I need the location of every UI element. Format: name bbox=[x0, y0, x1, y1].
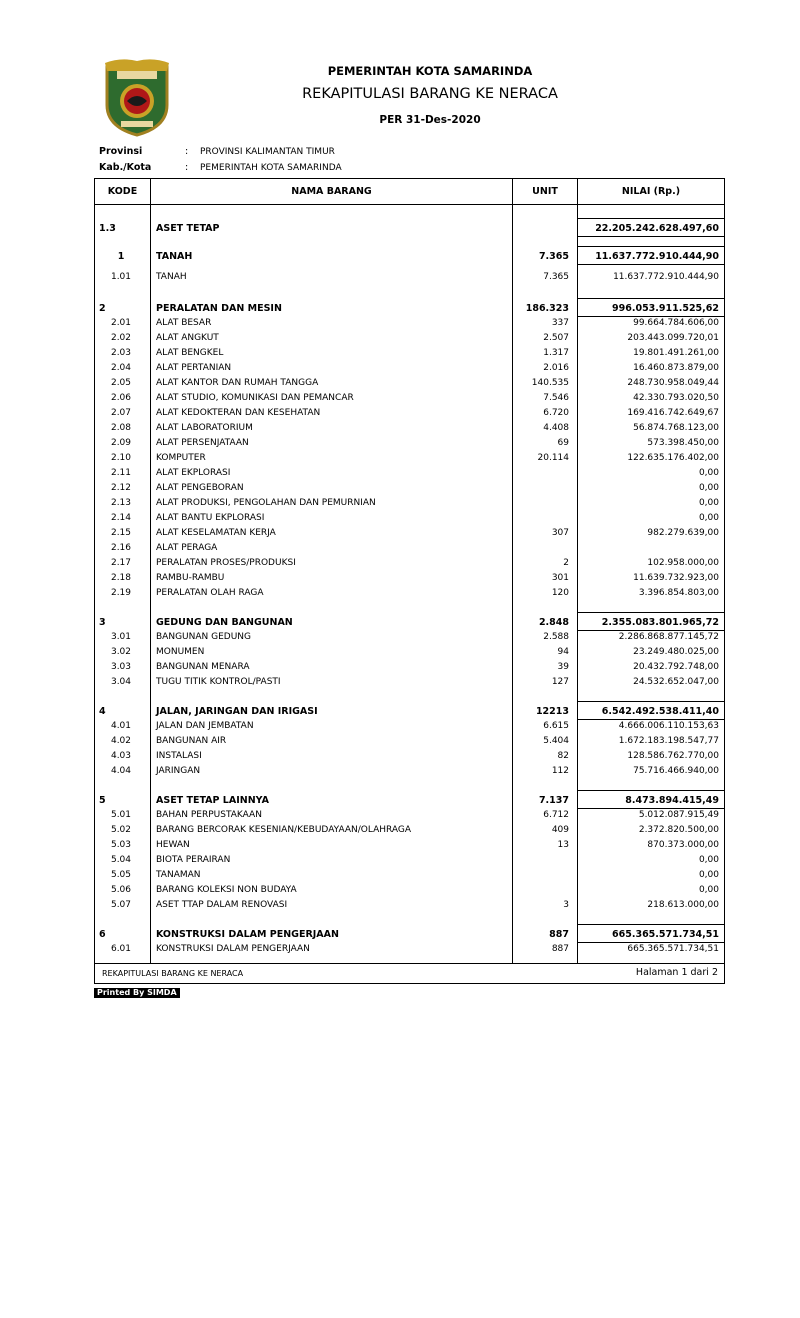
kabkota-separator: : bbox=[185, 162, 189, 173]
row-nama-barang: ASET TTAP DALAM RENOVASI bbox=[156, 900, 288, 910]
row-kode: 3 bbox=[99, 617, 106, 628]
row-nilai: 11.637.772.910.444,90 bbox=[595, 251, 719, 262]
row-unit: 3 bbox=[563, 900, 569, 910]
table-row bbox=[95, 586, 724, 601]
row-nama-barang: BIOTA PERAIRAN bbox=[156, 855, 231, 865]
row-kode: 2.04 bbox=[110, 363, 132, 373]
row-unit: 2.507 bbox=[543, 333, 569, 343]
row-unit: 20.114 bbox=[537, 453, 569, 463]
row-nama-barang: TUGU TITIK KONTROL/PASTI bbox=[156, 677, 281, 687]
row-nama-barang: RAMBU-RAMBU bbox=[156, 573, 225, 583]
row-unit: 4.408 bbox=[543, 423, 569, 433]
row-kode: 2.07 bbox=[110, 408, 132, 418]
table-row bbox=[95, 853, 724, 868]
row-unit: 2 bbox=[563, 558, 569, 568]
row-unit: 6.615 bbox=[543, 721, 569, 731]
table-row bbox=[95, 883, 724, 898]
asset-table bbox=[94, 178, 725, 984]
row-nilai: 996.053.911.525,62 bbox=[612, 303, 719, 314]
row-nama-barang: ALAT PERAGA bbox=[156, 543, 218, 553]
row-nilai: 8.473.894.415,49 bbox=[625, 795, 719, 806]
row-kode: 2.05 bbox=[110, 378, 132, 388]
row-nilai: 11.637.772.910.444,90 bbox=[613, 272, 719, 282]
provinsi-label: Provinsi bbox=[99, 146, 143, 157]
row-nilai: 2.286.868.877.145,72 bbox=[618, 632, 719, 642]
row-nama-barang: PERALATAN DAN MESIN bbox=[156, 303, 282, 314]
row-unit: 140.535 bbox=[531, 378, 569, 388]
group-total-rule bbox=[577, 264, 724, 265]
row-kode: 4.02 bbox=[110, 736, 132, 746]
row-nama-barang: ALAT KESELAMATAN KERJA bbox=[156, 528, 276, 538]
group-total-rule bbox=[577, 218, 724, 219]
row-nilai: 1.672.183.198.547,77 bbox=[618, 736, 719, 746]
table-row bbox=[95, 481, 724, 496]
table-row bbox=[95, 376, 724, 391]
table-row bbox=[95, 898, 724, 913]
group-total-rule bbox=[577, 719, 724, 720]
row-nama-barang: ALAT KANTOR DAN RUMAH TANGGA bbox=[156, 378, 319, 388]
group-total-rule bbox=[577, 630, 724, 631]
row-nilai: 16.460.873.879,00 bbox=[633, 363, 719, 373]
group-total-rule bbox=[577, 924, 724, 925]
row-unit: 127 bbox=[551, 677, 569, 687]
table-row bbox=[95, 270, 724, 285]
row-nama-barang: ALAT EKPLORASI bbox=[156, 468, 231, 478]
row-nilai: 2.355.083.801.965,72 bbox=[601, 617, 719, 628]
row-kode: 6 bbox=[99, 929, 106, 940]
row-nilai: 169.416.742.649,67 bbox=[627, 408, 719, 418]
row-nama-barang: JALAN DAN JEMBATAN bbox=[156, 721, 254, 731]
row-nama-barang: ALAT KEDOKTERAN DAN KESEHATAN bbox=[156, 408, 321, 418]
column-header-kode: KODE bbox=[107, 186, 138, 197]
printed-by-badge: Printed By SIMDA bbox=[94, 988, 180, 998]
row-kode: 2.17 bbox=[110, 558, 132, 568]
table-row bbox=[95, 571, 724, 586]
row-nilai: 0,00 bbox=[698, 513, 719, 523]
row-kode: 2 bbox=[99, 303, 106, 314]
footer-report-name: REKAPITULASI BARANG KE NERACA bbox=[102, 969, 244, 978]
row-nilai: 870.373.000,00 bbox=[647, 840, 719, 850]
row-unit: 7.365 bbox=[538, 251, 569, 262]
row-nama-barang: ALAT PERTANIAN bbox=[156, 363, 232, 373]
group-total-rule bbox=[577, 612, 724, 613]
row-kode: 4.01 bbox=[110, 721, 132, 731]
table-row bbox=[95, 421, 724, 436]
row-unit: 887 bbox=[549, 929, 569, 940]
row-kode: 3.01 bbox=[110, 632, 132, 642]
row-kode: 5.01 bbox=[110, 810, 132, 820]
table-row bbox=[95, 361, 724, 376]
row-kode: 5.02 bbox=[110, 825, 132, 835]
table-row bbox=[95, 838, 724, 853]
group-total-rule bbox=[577, 808, 724, 809]
table-row bbox=[95, 496, 724, 511]
row-nama-barang: KONSTRUKSI DALAM PENGERJAAN bbox=[156, 929, 339, 940]
row-nilai: 42.330.793.020,50 bbox=[633, 393, 719, 403]
row-nilai: 19.801.491.261,00 bbox=[633, 348, 719, 358]
row-nilai: 0,00 bbox=[698, 885, 719, 895]
table-row bbox=[95, 466, 724, 481]
header-divider bbox=[95, 204, 724, 205]
row-kode: 2.02 bbox=[110, 333, 132, 343]
row-unit: 7.137 bbox=[538, 795, 569, 806]
row-nilai: 23.249.480.025,00 bbox=[633, 647, 719, 657]
row-kode: 1.01 bbox=[110, 272, 132, 282]
row-unit: 39 bbox=[557, 662, 569, 672]
row-unit: 307 bbox=[551, 528, 569, 538]
row-nama-barang: ALAT LABORATORIUM bbox=[156, 423, 253, 433]
row-unit: 2.848 bbox=[538, 617, 569, 628]
table-row bbox=[95, 391, 724, 406]
table-row-group bbox=[95, 249, 724, 264]
row-nama-barang: TANAMAN bbox=[156, 870, 201, 880]
row-unit: 7.546 bbox=[543, 393, 569, 403]
group-total-rule bbox=[577, 236, 724, 237]
row-nilai: 0,00 bbox=[698, 483, 719, 493]
row-nilai: 22.205.242.628.497,60 bbox=[595, 223, 719, 234]
row-nilai: 0,00 bbox=[698, 498, 719, 508]
row-kode: 2.08 bbox=[110, 423, 132, 433]
row-nama-barang: MONUMEN bbox=[156, 647, 205, 657]
row-nama-barang: JALAN, JARINGAN DAN IRIGASI bbox=[156, 706, 318, 717]
row-unit: 7.365 bbox=[543, 272, 569, 282]
row-nilai: 218.613.000,00 bbox=[647, 900, 719, 910]
row-unit: 409 bbox=[551, 825, 569, 835]
row-nama-barang: ALAT STUDIO, KOMUNIKASI DAN PEMANCAR bbox=[156, 393, 354, 403]
report-date: PER 31-Des-2020 bbox=[379, 114, 481, 126]
table-row-group bbox=[95, 221, 724, 236]
table-row bbox=[95, 645, 724, 660]
table-row bbox=[95, 823, 724, 838]
page-indicator: Halaman 1 dari 2 bbox=[635, 967, 718, 978]
row-kode: 3.03 bbox=[110, 662, 132, 672]
row-nilai: 0,00 bbox=[698, 468, 719, 478]
row-nama-barang: BARANG BERCORAK KESENIAN/KEBUDAYAAN/OLAHRAGA bbox=[156, 825, 412, 835]
row-nama-barang: BARANG KOLEKSI NON BUDAYA bbox=[156, 885, 297, 895]
group-total-rule bbox=[577, 246, 724, 247]
table-row bbox=[95, 808, 724, 823]
row-kode: 4.04 bbox=[110, 766, 132, 776]
row-unit: 887 bbox=[551, 944, 569, 954]
row-nilai: 102.958.000,00 bbox=[647, 558, 719, 568]
row-nilai: 3.396.854.803,00 bbox=[638, 588, 719, 598]
row-kode: 6.01 bbox=[110, 944, 132, 954]
row-unit: 5.404 bbox=[543, 736, 569, 746]
row-nama-barang: HEWAN bbox=[156, 840, 190, 850]
row-unit: 337 bbox=[551, 318, 569, 328]
row-kode: 1.3 bbox=[99, 223, 116, 234]
row-kode: 5 bbox=[99, 795, 106, 806]
table-row-group bbox=[95, 793, 724, 808]
table-row bbox=[95, 436, 724, 451]
row-nilai: 75.716.466.940,00 bbox=[633, 766, 719, 776]
table-row bbox=[95, 526, 724, 541]
row-nilai: 248.730.958.049,44 bbox=[627, 378, 719, 388]
row-nilai: 56.874.768.123,00 bbox=[633, 423, 719, 433]
row-kode: 2.01 bbox=[110, 318, 132, 328]
row-nilai: 0,00 bbox=[698, 870, 719, 880]
samarinda-emblem-logo bbox=[101, 57, 173, 137]
table-row-group bbox=[95, 615, 724, 630]
row-nama-barang: TANAH bbox=[156, 272, 187, 282]
row-nilai: 982.279.639,00 bbox=[647, 528, 719, 538]
group-total-rule bbox=[577, 790, 724, 791]
row-nilai: 20.432.792.748,00 bbox=[633, 662, 719, 672]
row-nama-barang: BANGUNAN MENARA bbox=[156, 662, 250, 672]
group-total-rule bbox=[577, 298, 724, 299]
row-unit: 120 bbox=[551, 588, 569, 598]
row-nama-barang: ALAT BESAR bbox=[156, 318, 212, 328]
table-row bbox=[95, 451, 724, 466]
row-kode: 2.10 bbox=[110, 453, 132, 463]
row-nama-barang: KOMPUTER bbox=[156, 453, 206, 463]
row-nilai: 24.532.652.047,00 bbox=[633, 677, 719, 687]
kabkota-value: PEMERINTAH KOTA SAMARINDA bbox=[200, 163, 342, 173]
table-row bbox=[95, 764, 724, 779]
row-nilai: 665.365.571.734,51 bbox=[627, 944, 719, 954]
row-nilai: 665.365.571.734,51 bbox=[612, 929, 719, 940]
table-row bbox=[95, 511, 724, 526]
row-kode: 2.16 bbox=[110, 543, 132, 553]
row-nama-barang: PERALATAN OLAH RAGA bbox=[156, 588, 264, 598]
row-kode: 5.03 bbox=[110, 840, 132, 850]
row-kode: 2.14 bbox=[110, 513, 132, 523]
row-kode: 2.12 bbox=[110, 483, 132, 493]
column-header-nilai: NILAI (Rp.) bbox=[621, 186, 681, 197]
row-kode: 2.11 bbox=[110, 468, 132, 478]
provinsi-separator: : bbox=[185, 146, 189, 157]
row-kode: 2.09 bbox=[110, 438, 132, 448]
row-nama-barang: JARINGAN bbox=[156, 766, 201, 776]
row-nilai: 0,00 bbox=[698, 855, 719, 865]
row-unit: 6.712 bbox=[543, 810, 569, 820]
row-kode: 5.04 bbox=[110, 855, 132, 865]
row-nama-barang: BAHAN PERPUSTAKAAN bbox=[156, 810, 262, 820]
row-nilai: 128.586.762.770,00 bbox=[627, 751, 719, 761]
row-nama-barang: GEDUNG DAN BANGUNAN bbox=[156, 617, 293, 628]
row-kode: 2.19 bbox=[110, 588, 132, 598]
row-nilai: 122.635.176.402,00 bbox=[627, 453, 719, 463]
row-nama-barang: BANGUNAN GEDUNG bbox=[156, 632, 251, 642]
group-total-rule bbox=[577, 942, 724, 943]
row-unit: 112 bbox=[551, 766, 569, 776]
table-row bbox=[95, 316, 724, 331]
kabkota-label: Kab./Kota bbox=[99, 162, 152, 173]
group-total-rule bbox=[577, 316, 724, 317]
row-nama-barang: ALAT ANGKUT bbox=[156, 333, 219, 343]
table-row-group bbox=[95, 704, 724, 719]
header-government-name: PEMERINTAH KOTA SAMARINDA bbox=[327, 64, 533, 78]
row-kode: 5.06 bbox=[110, 885, 132, 895]
table-footer bbox=[95, 963, 724, 983]
column-header-nama-barang: NAMA BARANG bbox=[291, 186, 372, 197]
row-nama-barang: ALAT BANTU EKPLORASI bbox=[156, 513, 265, 523]
row-nama-barang: PERALATAN PROSES/PRODUKSI bbox=[156, 558, 296, 568]
table-row bbox=[95, 868, 724, 883]
row-kode: 5.05 bbox=[110, 870, 132, 880]
table-row-group bbox=[95, 927, 724, 942]
row-kode: 4 bbox=[99, 706, 106, 717]
row-unit: 13 bbox=[557, 840, 569, 850]
row-unit: 6.720 bbox=[543, 408, 569, 418]
row-nama-barang: ALAT PERSENJATAAN bbox=[156, 438, 249, 448]
row-nama-barang: ALAT PENGEBORAN bbox=[156, 483, 244, 493]
row-nilai: 11.639.732.923,00 bbox=[633, 573, 719, 583]
meta-kabkota bbox=[99, 162, 342, 173]
row-unit: 2.016 bbox=[543, 363, 569, 373]
table-row bbox=[95, 406, 724, 421]
row-kode: 2.06 bbox=[110, 393, 132, 403]
table-row bbox=[95, 331, 724, 346]
row-kode: 5.07 bbox=[110, 900, 132, 910]
row-unit: 186.323 bbox=[525, 303, 569, 314]
row-kode: 4.03 bbox=[110, 751, 132, 761]
row-kode: 3.02 bbox=[110, 647, 132, 657]
row-nama-barang: BANGUNAN AIR bbox=[156, 736, 227, 746]
table-row bbox=[95, 660, 724, 675]
column-header-unit: UNIT bbox=[532, 186, 558, 197]
table-row bbox=[95, 719, 724, 734]
table-row bbox=[95, 630, 724, 645]
row-unit: 2.588 bbox=[543, 632, 569, 642]
table-row bbox=[95, 942, 724, 957]
meta-provinsi bbox=[99, 146, 335, 157]
row-unit: 1.317 bbox=[543, 348, 569, 358]
provinsi-value: PROVINSI KALIMANTAN TIMUR bbox=[200, 147, 335, 157]
row-nama-barang: INSTALASI bbox=[156, 751, 202, 761]
row-nilai: 4.666.006.110.153,63 bbox=[618, 721, 719, 731]
table-row bbox=[95, 346, 724, 361]
row-unit: 12213 bbox=[535, 706, 569, 717]
row-kode: 2.03 bbox=[110, 348, 132, 358]
row-unit: 94 bbox=[557, 647, 569, 657]
row-nama-barang: ASET TETAP bbox=[156, 223, 220, 234]
row-nilai: 6.542.492.538.411,40 bbox=[601, 706, 719, 717]
group-total-rule bbox=[577, 701, 724, 702]
table-row bbox=[95, 541, 724, 556]
row-nilai: 573.398.450,00 bbox=[647, 438, 719, 448]
row-nilai: 203.443.099.720,01 bbox=[627, 333, 719, 343]
row-nilai: 2.372.820.500,00 bbox=[638, 825, 719, 835]
row-kode: 1 bbox=[117, 251, 125, 262]
row-nilai: 5.012.087.915,49 bbox=[638, 810, 719, 820]
row-kode: 2.15 bbox=[110, 528, 132, 538]
row-unit: 82 bbox=[557, 751, 569, 761]
report-title: REKAPITULASI BARANG KE NERACA bbox=[302, 86, 558, 102]
row-nama-barang: ASET TETAP LAINNYA bbox=[156, 795, 269, 806]
row-nama-barang: KONSTRUKSI DALAM PENGERJAAN bbox=[156, 944, 310, 954]
row-kode: 2.13 bbox=[110, 498, 132, 508]
table-row bbox=[95, 556, 724, 571]
row-kode: 2.18 bbox=[110, 573, 132, 583]
row-nilai: 99.664.784.606,00 bbox=[633, 318, 719, 328]
row-unit: 301 bbox=[551, 573, 569, 583]
row-unit: 69 bbox=[557, 438, 569, 448]
row-nama-barang: ALAT PRODUKSI, PENGOLAHAN DAN PEMURNIAN bbox=[156, 498, 376, 508]
table-row bbox=[95, 734, 724, 749]
table-row bbox=[95, 749, 724, 764]
table-row-group bbox=[95, 301, 724, 316]
row-kode: 3.04 bbox=[110, 677, 132, 687]
row-nama-barang: TANAH bbox=[156, 251, 193, 262]
table-row bbox=[95, 675, 724, 690]
row-nama-barang: ALAT BENGKEL bbox=[156, 348, 224, 358]
